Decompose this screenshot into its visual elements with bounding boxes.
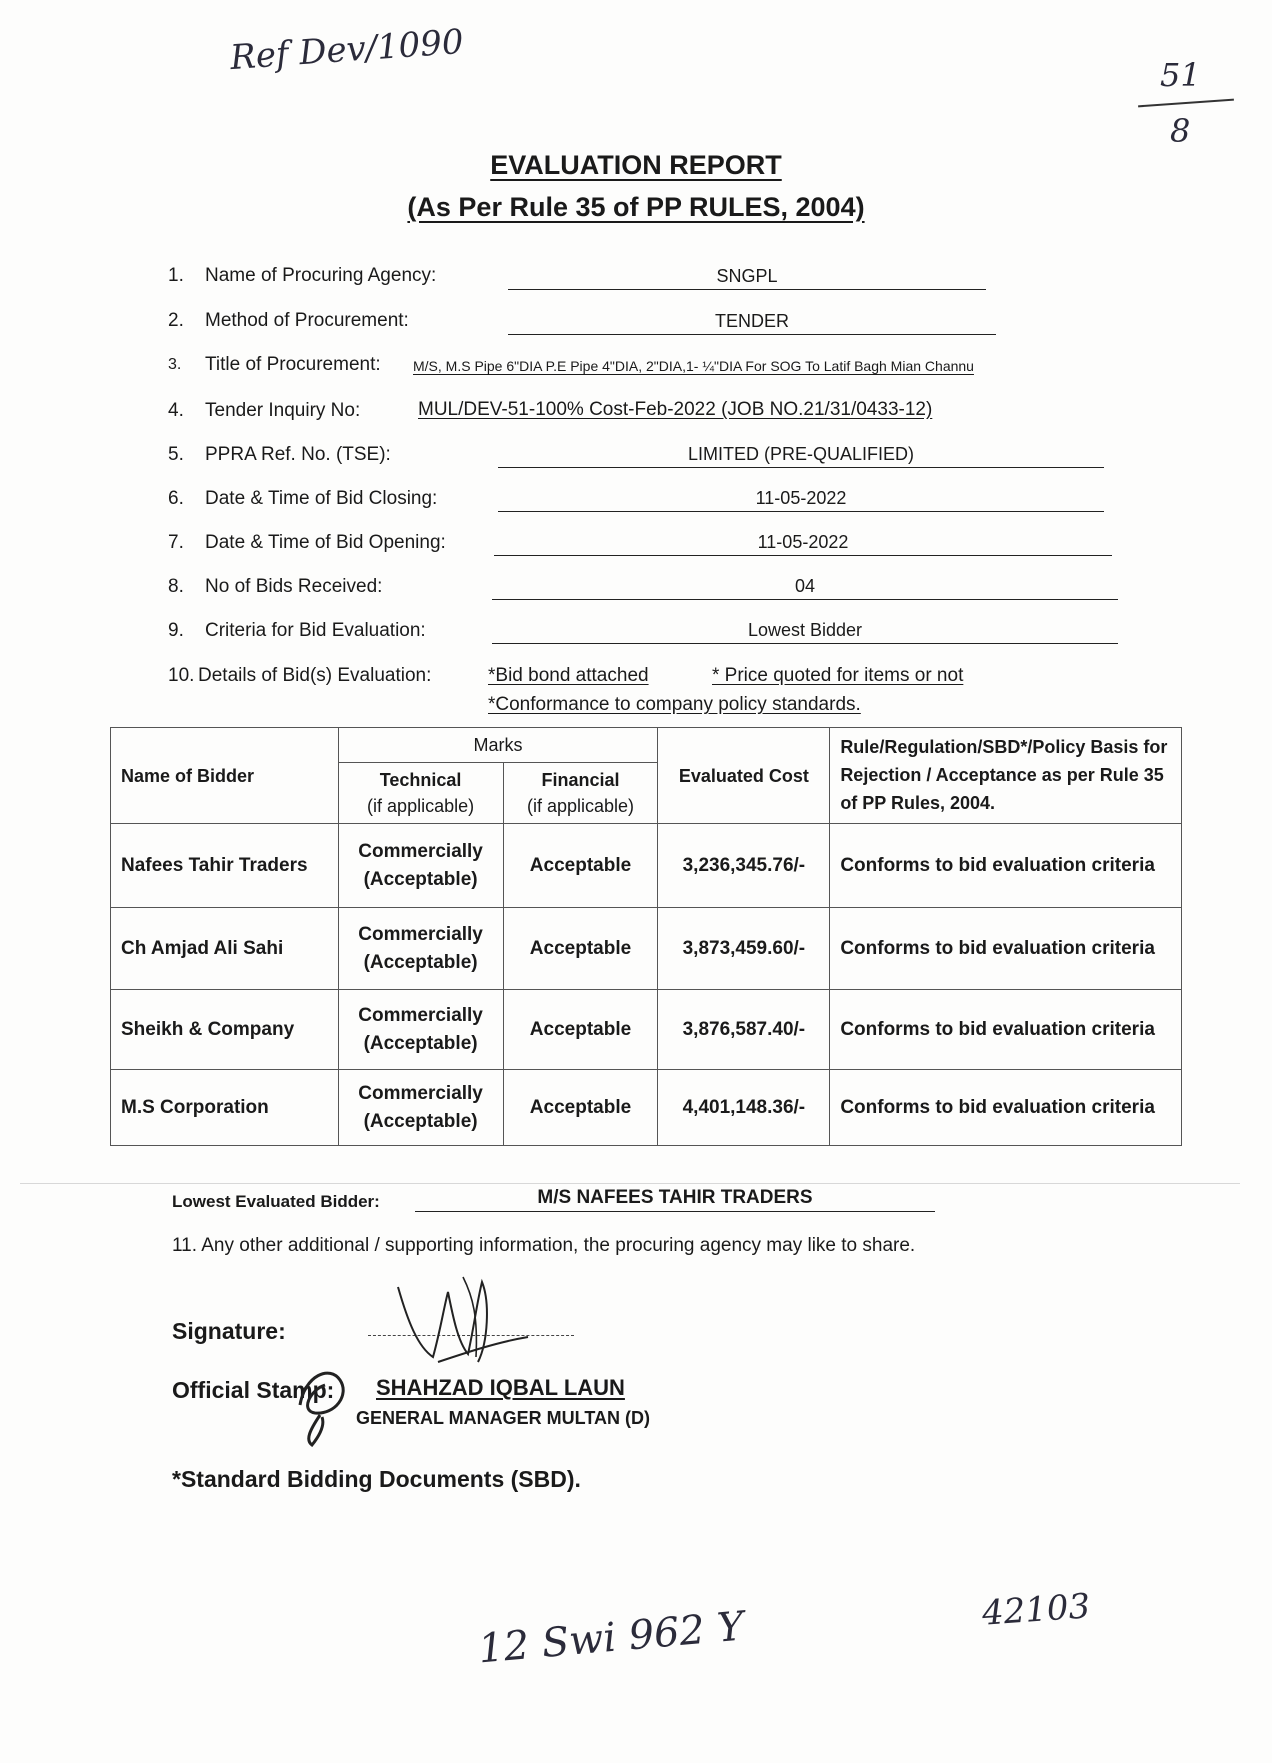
field-value-bid-closing: 11-05-2022 [498,488,1104,512]
header-financial-sub: (if applicable) [526,796,635,817]
field-value-price-quoted: * Price quoted for items or not [712,665,964,686]
field-number: 9. [168,620,184,641]
field-number: 4. [168,400,184,421]
field-value-conformance: *Conformance to company policy standards. [488,694,861,715]
bidder-name: Sheikh & Company [111,990,339,1070]
field-value-tender-inquiry: MUL/DEV-51-100% Cost-Feb-2022 (JOB NO.21/31/0433-12) [418,399,933,420]
header-basis: Rule/Regulation/SBD*/Policy Basis for Rejection / Acceptance as per Rule 35 of PP Rules, 2004. [830,728,1182,824]
report-subtitle: (As Per Rule 35 of PP RULES, 2004) [407,192,865,222]
field-number: 3. [168,356,182,373]
field-number: 2. [168,310,184,331]
evaluation-basis: Conforms to bid evaluation criteria [830,990,1182,1070]
field-value-ppra-ref: LIMITED (PRE-QUALIFIED) [498,444,1104,468]
header-evaluated-cost: Evaluated Cost [658,728,830,824]
page-number-divider [1138,99,1234,108]
field-label-bids-received: No of Bids Received: [205,576,383,597]
sbd-footnote: *Standard Bidding Documents (SBD). [172,1466,581,1492]
field-label-agency: Name of Procuring Agency: [205,265,437,286]
table-row [111,824,1182,908]
evaluation-basis: Conforms to bid evaluation criteria [830,908,1182,990]
field-number: 8. [168,576,184,597]
field-value-bid-bond: *Bid bond attached [488,665,649,686]
bidder-name: M.S Corporation [111,1070,339,1146]
evaluated-cost: 3,873,459.60/- [658,908,830,990]
handwritten-page-number: 51 [1160,56,1201,94]
bidder-name: Nafees Tahir Traders [111,824,339,908]
field-label-bid-closing: Date & Time of Bid Closing: [205,488,438,509]
field-number: 6. [168,488,184,509]
table-row [111,1070,1182,1146]
officer-designation: GENERAL MANAGER MULTAN (D) [356,1408,650,1428]
evaluated-cost: 4,401,148.36/- [658,1070,830,1146]
financial-marks: Acceptable [503,908,658,990]
technical-marks: Commercially (Acceptable) [338,990,503,1070]
header-technical-label: Technical [379,770,462,791]
field-value-criteria: Lowest Bidder [492,620,1118,644]
scan-divider [20,1183,1240,1184]
stamp-scribble [280,1355,370,1450]
handwritten-reference: Ref Dev/1090 [228,21,465,79]
field-label-title: Title of Procurement: [205,354,381,375]
table-row [111,908,1182,990]
evaluated-cost: 3,876,587.40/- [658,990,830,1070]
evaluation-basis: Conforms to bid evaluation criteria [830,824,1182,908]
header-technical [338,763,503,824]
field-label-bid-opening: Date & Time of Bid Opening: [205,532,446,553]
field-label-tender-inquiry: Tender Inquiry No: [205,400,361,421]
official-stamp-label: Official Stamp: [172,1377,335,1403]
field-number: 7. [168,532,184,553]
lowest-bidder-value: M/S NAFEES TAHIR TRADERS [415,1187,935,1212]
field-label-method: Method of Procurement: [205,310,409,331]
field-value-bids-received: 04 [492,576,1118,600]
evaluated-cost: 3,236,345.76/- [658,824,830,908]
handwritten-page-subnumber: 8 [1170,112,1191,150]
field-number: 10. [168,665,195,686]
signature-label: Signature: [172,1318,286,1344]
technical-marks: Commercially (Acceptable) [338,824,503,908]
evaluation-basis: Conforms to bid evaluation criteria [830,1070,1182,1146]
financial-marks: Acceptable [503,990,658,1070]
header-bidder-name: Name of Bidder [111,728,339,824]
handwritten-note: 12 Swi 962 Y [476,1603,746,1673]
header-marks: Marks [338,728,658,763]
bidder-name: Ch Amjad Ali Sahi [111,908,339,990]
table-header-row [111,728,1182,763]
report-title: EVALUATION REPORT [490,150,782,180]
bid-evaluation-table [110,727,1182,1146]
field-value-bid-opening: 11-05-2022 [494,532,1112,556]
table-row [111,990,1182,1070]
header-financial [503,763,658,824]
lowest-bidder-label: Lowest Evaluated Bidder: [172,1192,380,1211]
financial-marks: Acceptable [503,1070,658,1146]
header-financial-label: Financial [541,770,620,791]
field-label-ppra-ref: PPRA Ref. No. (TSE): [205,444,391,465]
header-technical-sub: (if applicable) [367,796,475,817]
additional-info: 11. Any other additional / supporting information, the procuring agency may like to share. [172,1235,916,1256]
officer-name: SHAHZAD IQBAL LAUN [376,1375,625,1400]
field-value-title: M/S, M.S Pipe 6"DIA P.E Pipe 4"DIA, 2"DIA,1- ¼"DIA For SOG To Latif Bagh Mian Channu [413,358,974,374]
field-value-agency: SNGPL [508,266,986,290]
handwritten-note-number: 42103 [980,1586,1092,1634]
technical-marks: Commercially (Acceptable) [338,1070,503,1146]
field-label-criteria: Criteria for Bid Evaluation: [205,620,426,641]
financial-marks: Acceptable [503,824,658,908]
field-number: 1. [168,265,184,286]
field-label-evaluation-details: Details of Bid(s) Evaluation: [198,665,432,686]
handwritten-signature [378,1262,548,1382]
technical-marks: Commercially (Acceptable) [338,908,503,990]
field-value-method: TENDER [508,311,996,335]
field-number: 5. [168,444,184,465]
